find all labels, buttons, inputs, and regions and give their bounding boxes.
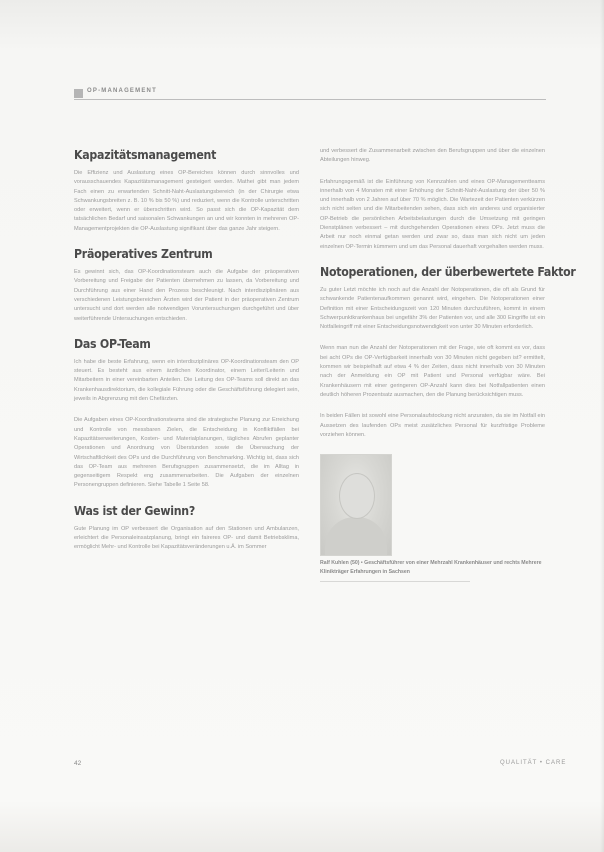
author-photo-block (320, 454, 542, 582)
heading-kapazitaetsmanagement: Kapazitätsmanagement (74, 147, 217, 162)
paragraph: Gute Planung im OP verbessert die Organisation auf den Stationen und Ambulanzen, erleichtert die Personaleinsatzplanung, bringt ein faireres OP- und damit Betriebsklima, ermöglicht Mehr- und Kontrolle bei Kapazitätsveränderungen u.Ä. im Sommer (74, 525, 299, 551)
heading-op-team: Das OP-Team (74, 335, 151, 351)
paragraph: und verbessert die Zusammenarbeit zwischen den Berufsgruppen und über die einzelnen Abteilungen hinweg. (320, 148, 545, 164)
heading-praeoperatives-zentrum: Präoperatives Zentrum (74, 246, 213, 262)
paragraph: Die Aufgaben eines OP-Koordinationsteams sind die strategische Planung zur Erreichung und Kontrolle von messbaren Zielen, die Entscheidung in Konfliktfällen bei Kapazitätserweiterungen, Kosten- und Materialplanungen, tägliches Abrufen geplanter Operationen und Anordnung von Überstunden sowie die Überwachung der Wirtschaftlichkeit des OPs und die Durchführung von Benchmarking. Wichtig ist, dass sich das OP-Team aus mehreren Berufsgruppen zusammensetzt, die im Alltag in gegenseitigem Respekt eng zusammenarbeiten. Die Aufgaben der einzelnen Personengruppen definieren. Siehe Tabelle 1 Seite 58. (74, 417, 299, 489)
left-column (74, 147, 299, 565)
paragraph: Ich habe die beste Erfahrung, wenn ein interdisziplinäres OP-Koordinationsteam den OP steuert. Es besteht aus einem ärztlichen Koordinator, einem Leiter/Leiterin und Mitarbeitern in einer vereinbarten Anteilen. Die Leitung des OP-Teams soll direkt an das Krankenhausdirektorium, die kollegiale Führung oder die Geschäftsführung delegiert sein, jeweils in Abgrenzung mit den Chefärzten. (74, 358, 299, 403)
author-photo (320, 454, 392, 556)
heading-gewinn: Was ist der Gewinn? (74, 502, 195, 518)
footer-brand: QUALITÄT • CARE (500, 760, 567, 766)
paragraph: Es gewinnt sich, das OP-Koordinationsteam auch die Aufgabe der präoperativen Vorbereitung und Freigabe der Patienten übernehmen zu lassen, da Vorbereitung und Durchführung aus einer Hand den Prozess beschleunigt. Nach interdisziplinären aus verschiedenen Leistungsbereichen Ärzten wird der Patient in der präoperativen Zentrum untersucht und dort werden alle notwendigen Voruntersuchungen durchgeführt und über weiterführende Untersuchungen entschieden. (74, 269, 299, 322)
heading-notoperationen: Notoperationen, der überbewertete Faktor (320, 263, 576, 279)
right-column (320, 147, 576, 582)
caption-divider (320, 581, 470, 582)
section-label: OP-MANAGEMENT (87, 88, 157, 94)
photo-shoulders (325, 517, 387, 556)
paragraph: Wenn man nun die Anzahl der Notoperationen mit der Frage, wie oft kommt es vor, dass bei acht OPs die OP-Verfügbarkeit innerhalb von 30 Minuten nicht gegeben ist? ermittelt, kommen wir beispielhaft auf etwa 4 % der Zeiten, dass nicht innerhalb von 30 Minuten nach der Anmeldung ein OP mit Patient und Personal verfügbar wäre. Bei Krankenhäusern mit einer geringeren OP-Anzahl kann dies bei Notfallpatienten einen deutlich höheren Prozentsatz ausmachen, den die Planung berücksichtigen muss. (320, 345, 545, 398)
page-edge-shadow (600, 0, 604, 852)
photo-face (339, 473, 375, 519)
paragraph: Die Effizienz und Auslastung eines OP-Bereiches können durch sinnvolles und vorausschauendes Kapazitätsmanagement gesteigert werden. Mathei gibt man jedem Fach einen zu erwartenden Schnitt-Naht-Auslastungsbereich (in der Chirurgie etwa Schwankungsbreiten z. B. 10 % bis 50 %) und reduziert, wenn die Kontrolle unterschritten oder erweitert, wenn er überschritten wird. So passt sich die OP-Kapazität dem tatsächlichen Bedarf und saisonalen Schwankungen an und wir konnten in mehreren OP-Managementprojekten die OP-Auslastung signifikant über das ganze Jahr steigern. (74, 170, 299, 232)
paragraph: Erfahrungsgemäß ist die Einführung von Kennzahlen und eines OP-Managementteams innerhalb von 4 Monaten mit einer Erhöhung der Schnitt-Naht-Auslastung der über 50 % und innerhalb von 2 Jahren auf über 70 % möglich. Die Wartezeit der Patienten verkürzen sich nicht selten und die Mitarbeitenden sehen, dass sich ein anderes und organisierter OP-Betrieb die persönlichen Arbeitsbelastungen durch die Umsetzung mit geringen Dienstplänen verbessert – mit durchgehenden Operationen eines OPs. Jetzt muss die Arbeit nur noch einmal getan werden und zwar so, dass man sich nicht um jeden einzelnen OP-Termin kümmern und um das Personal dauerhaft vorgehalten werden muss. (320, 178, 545, 250)
section-marker (74, 89, 83, 98)
paragraph: Zu guter Letzt möchte ich noch auf die Anzahl der Notoperationen, die oft als Grund für schwankende Patientenaufkommen genannt wird, eingehen. Die Notoperationen einer Definition mit einer Entscheidungszeit von 120 Minuten durchzuführen, kommt in einem Schwerpunktkrankenhaus bei ungefähr 3% der Patienten vor, und alle 300 Eingriffe ist ein Notfalleingriff mit einer Entscheidungsnotwendigkeit von unter 30 Minuten erforderlich. (320, 286, 545, 331)
paragraph: In beiden Fällen ist sowohl eine Personalaufstockung nicht anzuraten, da sie im Notfall ein Aussetzen des laufenden OPs meist zusätzliches Personal für kurzfristige Probleme vorziehen können. (320, 413, 545, 438)
page-number: 42 (74, 760, 82, 767)
section-header (74, 89, 546, 100)
photo-caption: Ralf Kuhlen (50) • Geschäftsführer von einer Mehrzahl Krankenhäuser und rechts Mehrere Klinikträger Erfahrungen in Sachsen (320, 560, 542, 575)
